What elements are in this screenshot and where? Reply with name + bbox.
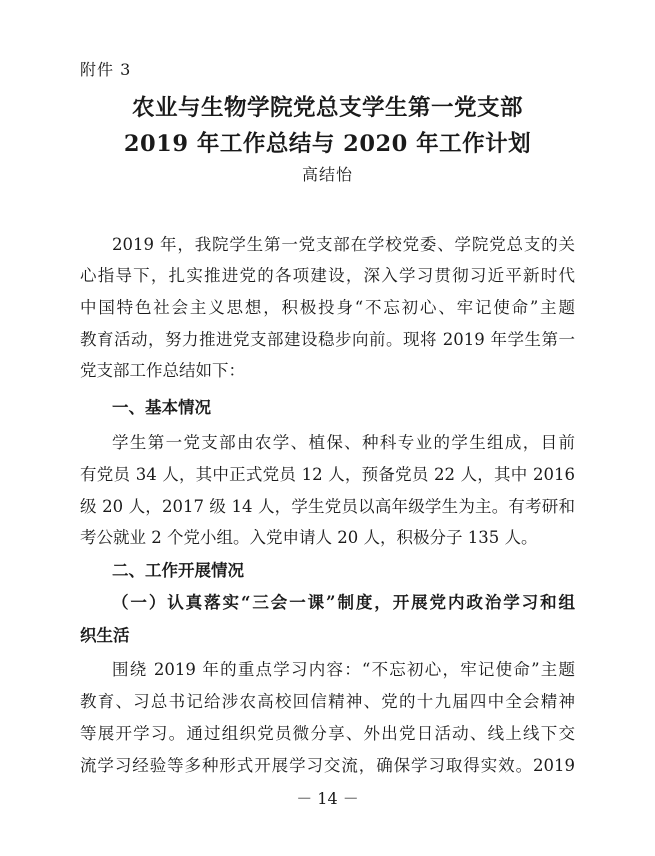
paragraph-line: 党支部工作总结如下：	[80, 361, 245, 380]
paragraph-line: 围绕 2019 年的重点学习内容：“不忘初心，牢记使命”主题	[112, 660, 575, 679]
paragraph-line: 学生第一党支部由农学、植保、种科专业的学生组成，目前	[112, 433, 575, 452]
paragraph-line: 2019 年，我院学生第一党支部在学校党委、学院党总支的关	[112, 235, 575, 254]
page-number: － 14 －	[296, 789, 359, 808]
section-heading-basic-info: 一、基本情况	[112, 398, 211, 417]
paragraph-line: 有党员 34 人，其中正式党员 12 人，预备党员 22 人，其中 2016	[80, 465, 575, 484]
subsection-heading-continued: 织生活	[80, 626, 130, 645]
subsection-heading: （一）认真落实“三会一课”制度，开展党内政治学习和组	[112, 593, 575, 612]
paragraph-line: 考公就业 2 个党小组。入党申请人 20 人，积极分子 135 人。	[80, 528, 538, 547]
author-name: 高结怡	[301, 165, 353, 184]
attachment-label: 附件 3	[80, 60, 132, 79]
document-title-line-1: 农业与生物学院党总支学生第一党支部	[131, 95, 523, 121]
paragraph-line: 流学习经验等多种形式开展学习交流，确保学习取得实效。2019	[80, 756, 575, 775]
paragraph-line: 中国特色社会主义思想，积极投身“不忘初心、牢记使命”主题	[80, 298, 575, 317]
document-title-line-2: 2019 年工作总结与 2020 年工作计划	[123, 131, 532, 157]
paragraph-line: 级 20 人，2017 级 14 人，学生党员以高年级学生为主。有考研和	[80, 497, 575, 516]
paragraph-line: 教育活动，努力推进党支部建设稳步向前。现将 2019 年学生第一	[80, 330, 575, 349]
paragraph-line: 等展开学习。通过组织党员微分享、外出党日活动、线上线下交	[80, 724, 575, 743]
section-heading-work-progress: 二、工作开展情况	[112, 561, 244, 580]
paragraph-line: 教育、习总书记给涉农高校回信精神、党的十九届四中全会精神	[80, 692, 575, 711]
paragraph-line: 心指导下，扎实推进党的各项建设，深入学习贯彻习近平新时代	[80, 266, 575, 285]
